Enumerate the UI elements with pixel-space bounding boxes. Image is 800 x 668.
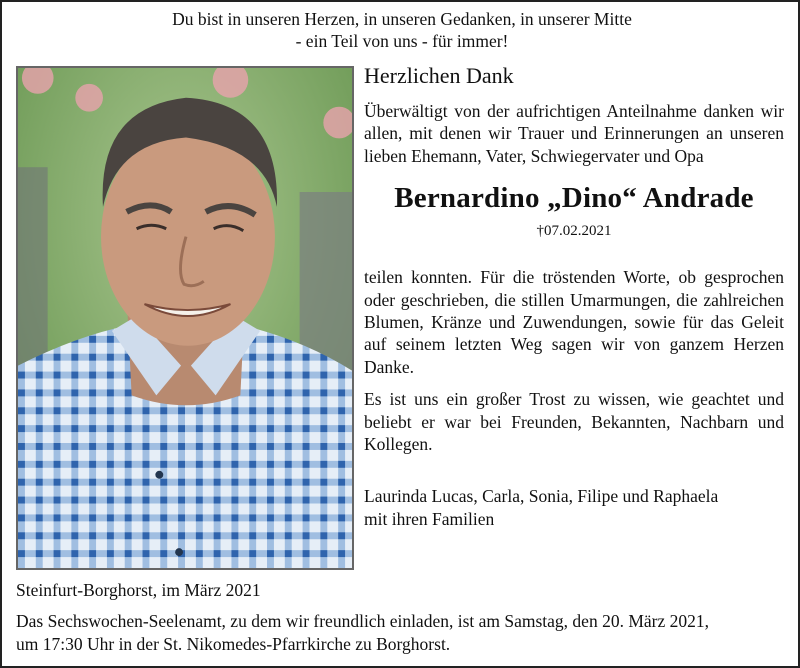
- comfort-paragraph: Es ist uns ein großer Trost zu wissen, wie geachtet und beliebt er war bei Freunden, Bekannten, Nachbarn und Kollegen.: [364, 389, 784, 455]
- motto-line-2: - ein Teil von uns - für immer!: [295, 31, 509, 51]
- family-signature: [364, 485, 784, 530]
- intro-paragraph: Überwältigt von der aufrichtigen Anteilnahme danken wir allen, mit denen wir Trauer und Erinnerungen an unseren lieben Ehemann, Vater, Schwiegervater und Opa: [364, 101, 784, 166]
- notice-line-2: um 17:30 Uhr in der St. Nikomedes-Pfarrkirche zu Borghorst.: [16, 633, 451, 654]
- portrait-photo: [16, 66, 354, 570]
- motto: [2, 8, 800, 52]
- message-column: [364, 62, 784, 530]
- deceased-name: Bernardino „Dino“ Andrade: [394, 182, 754, 215]
- family-suffix: mit ihren Familien: [364, 508, 495, 529]
- place-date: Steinfurt-Borghorst, im März 2021: [16, 580, 261, 600]
- heading: Herzlichen Dank: [364, 63, 514, 88]
- motto-line-1: Du bist in unseren Herzen, in unseren Gedanken, in unserer Mitte: [172, 9, 632, 29]
- death-date: †07.02.2021: [536, 223, 612, 240]
- memorial-notice: [16, 610, 796, 655]
- thanks-paragraph: teilen konnten. Für die tröstenden Worte, ob gesprochen oder geschrieben, die stillen Umarmungen, die zahlreichen Blumen, Kränze und Zuwendungen, sowie für das Geleit auf seinem letzten Weg sagen wir von ganzem Herzen Danke.: [364, 267, 784, 377]
- family-names: Laurinda Lucas, Carla, Sonia, Filipe und Raphaela: [364, 486, 719, 507]
- notice-line-1: Das Sechswochen-Seelenamt, zu dem wir freundlich einladen, ist am Samstag, den 20. März 2021,: [16, 611, 710, 631]
